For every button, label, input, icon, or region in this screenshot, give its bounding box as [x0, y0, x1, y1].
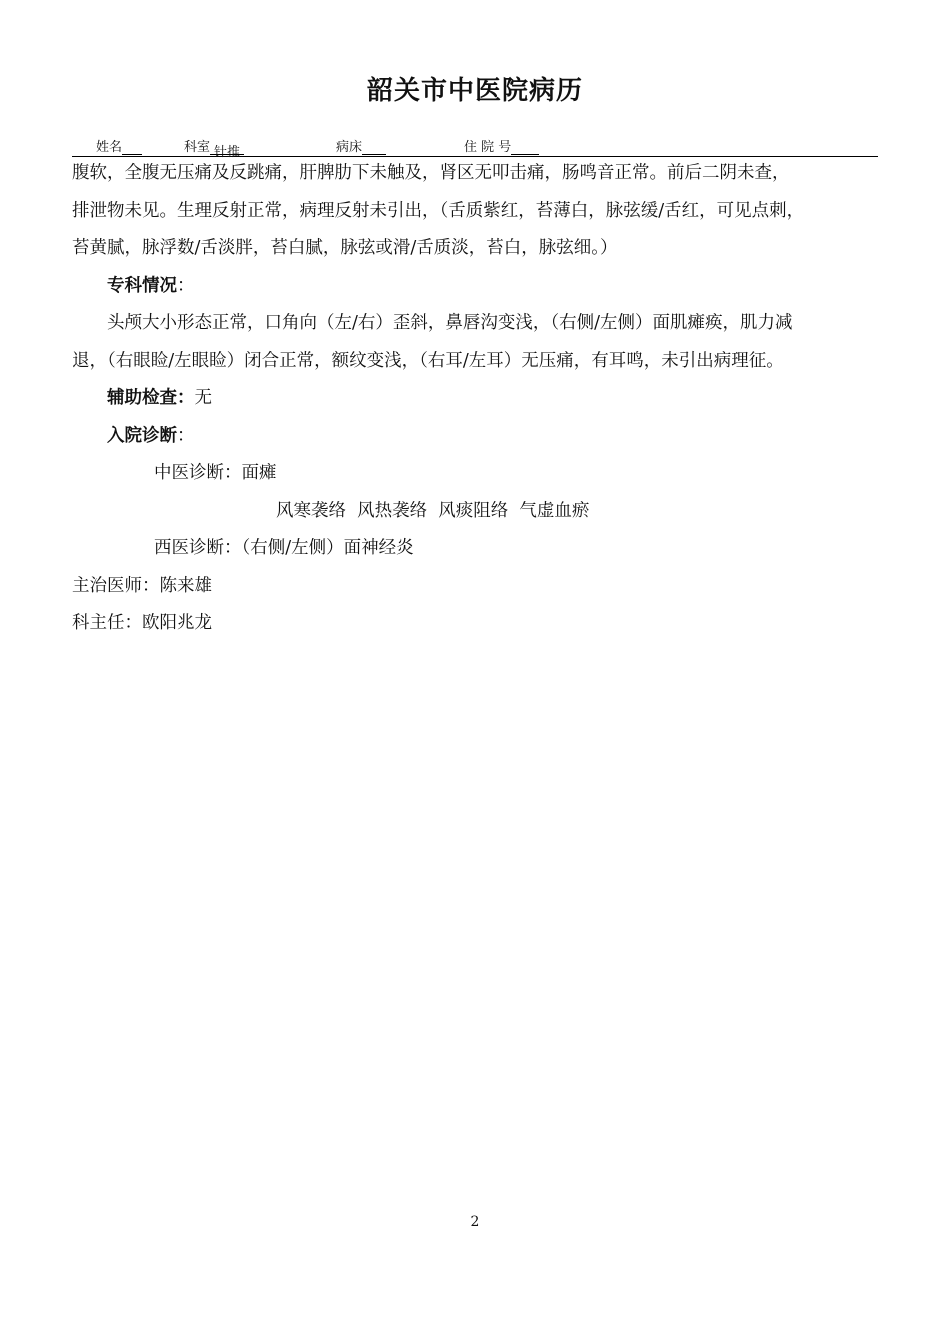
- specialty-heading: 专科情况: [107, 275, 177, 296]
- department-director-name: 欧阳兆龙: [142, 613, 212, 633]
- admission-diagnosis-heading: 入院诊断: [107, 425, 177, 446]
- attending-physician-row: [72, 568, 882, 606]
- western-diagnosis-row: [72, 530, 882, 568]
- bed-field[interactable]: [336, 136, 386, 155]
- dept-value: 针推: [210, 141, 244, 155]
- name-blank[interactable]: [122, 141, 142, 155]
- name-field[interactable]: [96, 136, 142, 155]
- admission-diagnosis-colon: ：: [177, 425, 195, 446]
- record-body: [72, 155, 882, 643]
- tcm-diagnosis-label: 中医诊断：: [154, 463, 242, 483]
- aux-exam-value: 无: [194, 388, 212, 408]
- tcm-patterns: 风寒袭络 风热袭络 风痰阻络 气虚血瘀: [276, 500, 590, 521]
- exam-line-2: 排泄物未见。生理反射正常，病理反射未引出，（舌质紫红，苔薄白，脉弦缓/舌红，可见点刺，: [72, 200, 805, 221]
- name-label: 姓名: [96, 140, 123, 155]
- exam-line-1: 腹软，全腹无压痛及反跳痛，肝脾肋下未触及，肾区无叩击痛，肠鸣音正常。前后二阴未查，: [72, 163, 790, 183]
- admission-diagnosis-row: [72, 418, 882, 456]
- attending-physician-label: 主治医师：: [72, 575, 160, 596]
- specialty-line-2: 退，（右眼睑/左眼睑）闭合正常，额纹变浅，（右耳/左耳）无压痛，有耳鸣，未引出病理征。: [72, 350, 784, 371]
- dept-field[interactable]: [184, 136, 244, 160]
- admission-number-blank[interactable]: [511, 141, 539, 155]
- western-diagnosis-label: 西医诊断：: [154, 538, 242, 558]
- page-number: 2: [470, 1214, 480, 1230]
- tcm-diagnosis-row: [72, 455, 882, 493]
- tcm-diagnosis-value: 面瘫: [241, 463, 277, 483]
- department-director-label: 科主任：: [72, 613, 142, 633]
- specialty-colon: ：: [177, 275, 195, 296]
- aux-exam-heading: 辅助检查：: [107, 388, 195, 408]
- western-diagnosis-value: （右侧/左侧）面神经炎: [241, 538, 414, 558]
- patient-header-bar: [72, 136, 878, 160]
- attending-physician-name: 陈来雄: [159, 575, 212, 596]
- specialty-line-1: 头颅大小形态正常，口角向（左/右）歪斜，鼻唇沟变浅，（右侧/左侧）面肌瘫痪，肌力减: [107, 313, 793, 333]
- bed-label: 病床: [336, 140, 363, 155]
- admission-number-field[interactable]: [464, 136, 539, 155]
- document-title: 韶关市中医院病历: [366, 76, 583, 106]
- specialty-heading-row: [72, 268, 882, 306]
- department-director-row: [72, 605, 882, 643]
- exam-line-3: 苔黄腻，脉浮数/舌淡胖，苔白腻，脉弦或滑/舌质淡，苔白，脉弦细。）: [72, 238, 618, 258]
- admission-number-label: 住 院 号: [464, 140, 512, 155]
- aux-exam-row: [72, 380, 882, 418]
- bed-blank[interactable]: [362, 141, 386, 155]
- dept-label: 科室: [184, 140, 211, 155]
